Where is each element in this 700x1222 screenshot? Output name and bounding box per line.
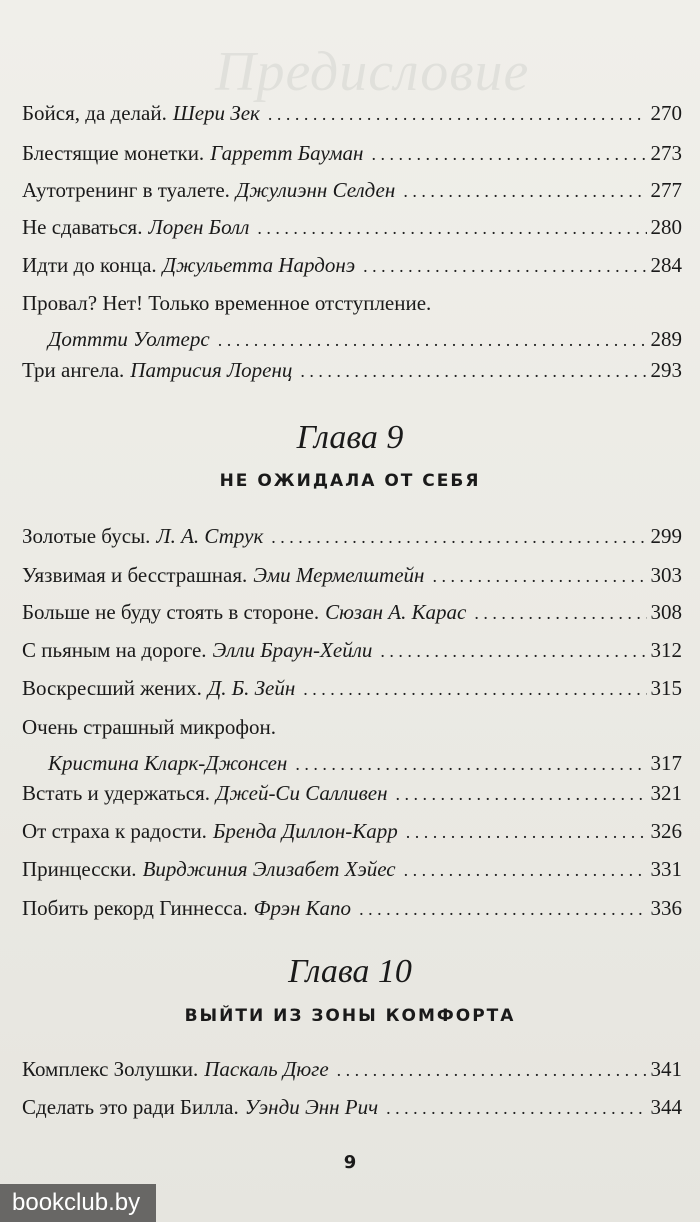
leader-dots [359,896,646,922]
entry-title: Воскресший жених. [22,676,202,700]
chapter-heading: Глава 9 [296,419,404,456]
chapter-heading: Глава 10 [288,953,412,990]
entry-author: Элли Браун-Хейли [212,638,373,662]
entry-author: Фрэн Капо [253,896,352,920]
entry-page: 289 [650,327,682,351]
leader-dots [257,215,646,241]
toc-entry [22,252,682,279]
leader-dots [406,819,647,845]
toc-entry-two-line [22,714,682,777]
entry-author: Уэнди Энн Рич [244,1095,379,1119]
entry-page: 308 [650,600,682,624]
chapter-subtitle: НЕ ОЖИДАЛА ОТ СЕБЯ [219,471,481,491]
entry-title: Провал? Нет! Только временное отступление. [22,291,432,315]
entry-title: Больше не буду стоять в стороне. [22,600,320,624]
entry-author: Эми Мермелштейн [253,563,425,587]
toc-entry [22,895,682,922]
entry-author: Джулиэнн Селден [235,178,396,202]
entry-author: Д. Б. Зейн [207,676,296,700]
entry-author: Джей-Си Салливен [216,781,388,805]
leader-dots [474,600,646,626]
leader-dots [271,524,646,550]
leader-dots [403,178,646,204]
entry-title: Блестящие монетки. [22,141,205,165]
entry-title: Не сдаваться. [22,215,143,239]
toc-entry [22,214,682,241]
entry-page: 326 [650,819,682,843]
entry-title: Уязвимая и бесстрашная. [22,563,248,587]
entry-author: Патрисия Лоренц [130,358,293,382]
entry-page: 331 [650,857,682,881]
entry-title: Принцесски. [22,857,137,881]
entry-author: Сюзан А. Карас [325,600,467,624]
toc-entry [22,140,682,167]
leader-dots [371,141,646,167]
entry-author: Лорен Болл [148,215,250,239]
entry-author: Шери Зек [172,101,260,125]
toc-entry [22,357,682,384]
entry-page: 277 [650,178,682,202]
entry-title: С пьяным на дороге. [22,638,207,662]
toc-entry [22,1094,682,1121]
entry-title: Аутотренинг в туалете. [22,178,230,202]
entry-title: От страха к радости. [22,819,207,843]
entry-page: 317 [650,751,682,775]
entry-title: Комплекс Золушки. [22,1057,199,1081]
entry-title: Идти до конца. [22,253,157,277]
entry-page: 321 [650,781,682,805]
entry-title: Очень страшный микрофон. [22,715,277,739]
toc-entry [22,599,682,626]
entry-title: Золотые бусы. [22,524,151,548]
site-watermark: bookclub.by [0,1184,156,1222]
leader-dots [380,638,646,664]
entry-author: Джульетта Нардонэ [162,253,356,277]
entry-page: 284 [650,253,682,277]
entry-author: Гарретт Бауман [210,141,364,165]
leader-dots [295,751,646,777]
toc-entry [22,818,682,845]
entry-author: Вирджиния Элизабет Хэйес [142,857,396,881]
entry-title: Побить рекорд Гиннесса. [22,896,248,920]
leader-dots [218,327,647,353]
toc-entry [22,637,682,664]
entry-page: 270 [650,101,682,125]
toc-entry [22,562,682,589]
chapter-subtitle: ВЫЙТИ ИЗ ЗОНЫ КОМФОРТА [184,1006,516,1026]
entry-page: 303 [650,563,682,587]
entry-author: Паскаль Дюге [204,1057,329,1081]
page-number: 9 [343,1152,357,1173]
entry-page: 299 [650,524,682,548]
entry-page: 344 [650,1095,682,1119]
toc-entry-two-line [22,290,682,353]
entry-page: 315 [650,676,682,700]
entry-page: 273 [650,141,682,165]
entry-author: Кристина Кларк-Джонсен [48,751,288,775]
toc-entry [22,100,682,127]
entry-author: Доттти Уолтерс [48,327,210,351]
entry-author: Бренда Диллон-Карр [212,819,398,843]
entry-title: Три ангела. [22,358,125,382]
toc-entry [22,523,682,550]
entry-title: Сделать это ради Билла. [22,1095,239,1119]
entry-page: 336 [650,896,682,920]
entry-title: Встать и удержаться. [22,781,210,805]
show-through-text: Предисловие [215,41,530,103]
leader-dots [300,358,646,384]
toc-entry [22,856,682,883]
leader-dots [396,781,647,807]
toc-entry [22,1056,682,1083]
entry-page: 280 [650,215,682,239]
leader-dots [386,1095,646,1121]
leader-dots [337,1057,647,1083]
entry-page: 341 [650,1057,682,1081]
entry-author: Л. А. Струк [156,524,264,548]
leader-dots [432,563,646,589]
leader-dots [404,857,647,883]
toc-entry [22,780,682,807]
leader-dots [363,253,646,279]
toc-entry [22,675,682,702]
toc-entry [22,177,682,204]
entry-page: 293 [650,358,682,382]
entry-page: 312 [650,638,682,662]
entry-title: Бойся, да делай. [22,101,167,125]
leader-dots [268,101,647,127]
leader-dots [303,676,646,702]
